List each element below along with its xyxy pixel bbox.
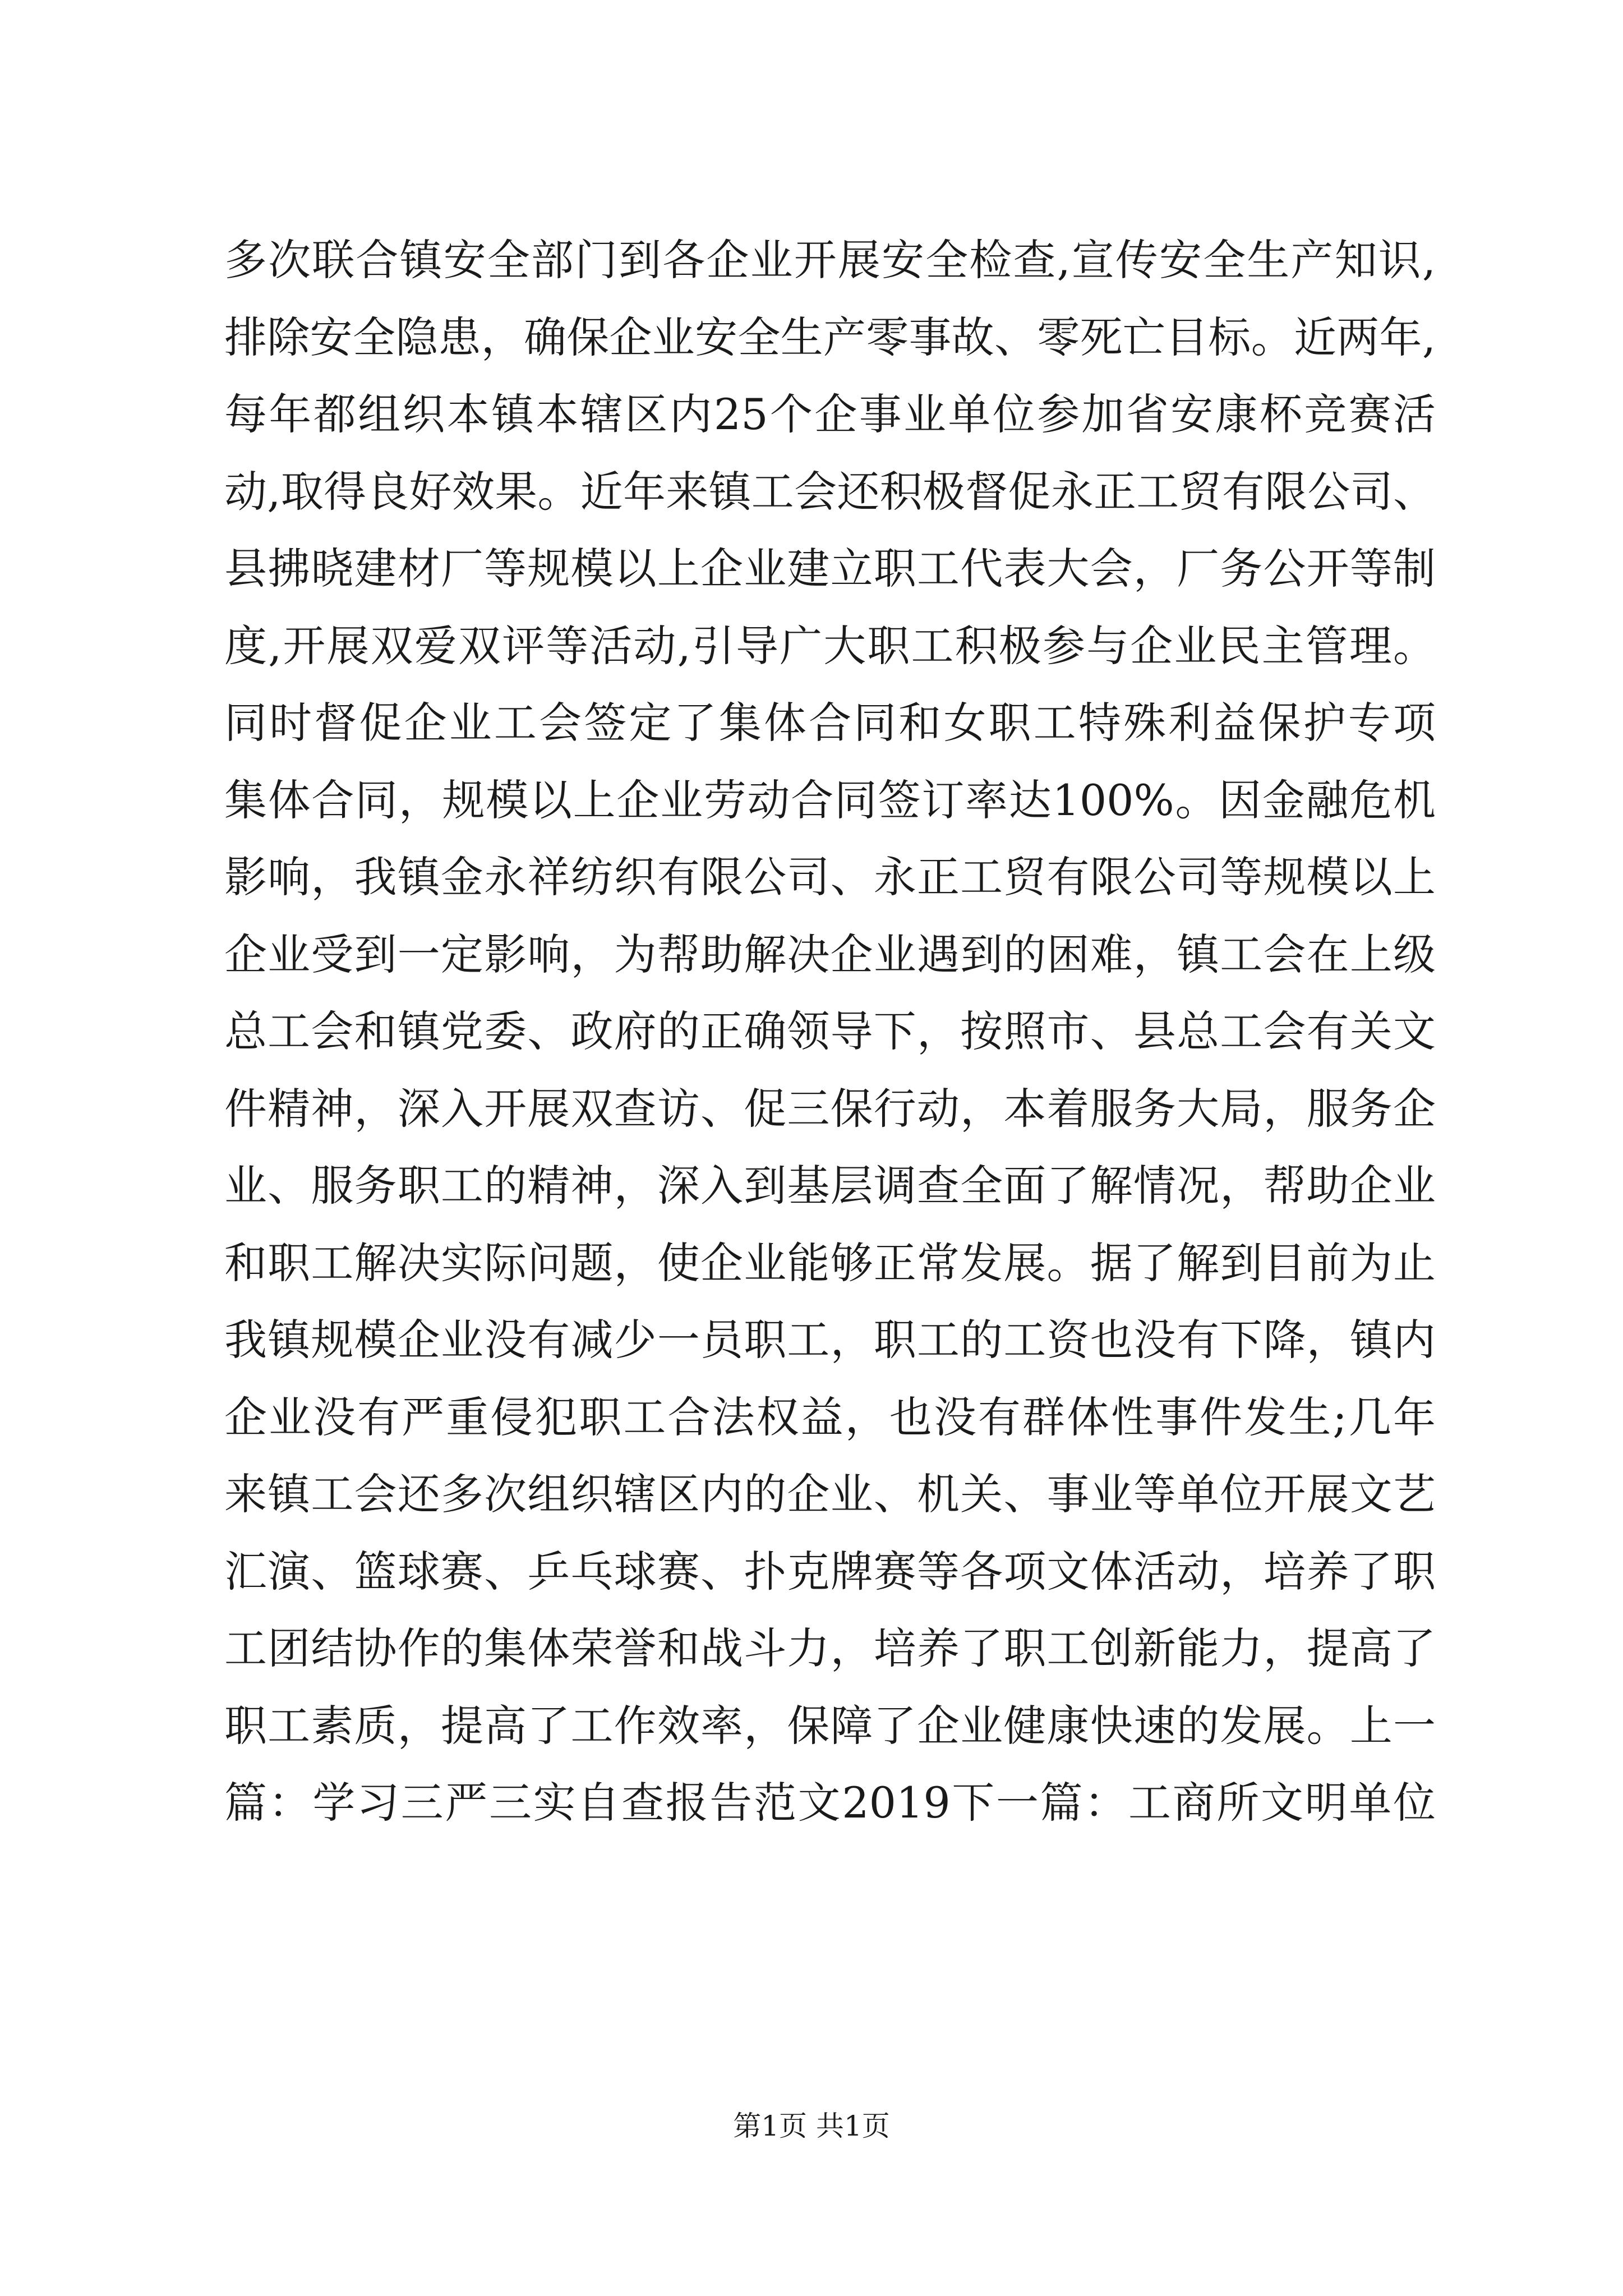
text-line-6: 度,开展双爱双评等活动,引导广大职工积极参与企业民主管理。 — [224, 620, 1436, 671]
text-line-15: 我镇规模企业没有减少一员职工，职工的工资也没有下降，镇内 — [224, 1315, 1436, 1365]
text-line-12: 件精神，深入开展双查访、促三保行动，本着服务大局，服务企 — [224, 1083, 1436, 1134]
text-line-10: 企业受到一定影响，为帮助解决企业遇到的困难，镇工会在上级 — [224, 929, 1436, 979]
text-line-16: 企业没有严重侵犯职工合法权益，也没有群体性事件发生;几年 — [224, 1392, 1436, 1442]
text-line-1: 多次联合镇安全部门到各企业开展安全检查,宣传安全生产知识, — [224, 235, 1436, 285]
text-line-18: 汇演、篮球赛、乒乓球赛、扑克牌赛等各项文体活动，培养了职 — [224, 1546, 1436, 1596]
body-text — [224, 222, 1436, 1842]
text-line-19: 工团结协作的集体荣誉和战斗力，培养了职工创新能力，提高了 — [224, 1623, 1436, 1673]
text-line-21: 篇：学习三严三实自查报告范文2019下一篇：工商所文明单位 — [224, 1778, 1436, 1828]
text-line-3: 每年都组织本镇本辖区内25个企事业单位参加省安康杯竞赛活 — [224, 389, 1436, 439]
page-footer: 第1页 共1页 — [733, 2110, 890, 2142]
text-line-7: 同时督促企业工会签定了集体合同和女职工特殊利益保护专项 — [224, 698, 1436, 748]
text-line-5: 县拂晓建材厂等规模以上企业建立职工代表大会，厂务公开等制 — [224, 544, 1436, 593]
text-line-13: 业、服务职工的精神，深入到基层调查全面了解情况，帮助企业 — [224, 1161, 1436, 1211]
text-line-9: 影响，我镇金永祥纺织有限公司、永正工贸有限公司等规模以上 — [224, 852, 1436, 902]
text-line-11: 总工会和镇党委、政府的正确领导下，按照市、县总工会有关文 — [224, 1006, 1436, 1056]
text-line-17: 来镇工会还多次组织辖区内的企业、机关、事业等单位开展文艺 — [224, 1469, 1436, 1519]
text-line-8: 集体合同，规模以上企业劳动合同签订率达100%。因金融危机 — [224, 775, 1436, 825]
text-line-14: 和职工解决实际问题，使企业能够正常发展。据了解到目前为止 — [224, 1237, 1436, 1288]
text-line-4: 动,取得良好效果。近年来镇工会还积极督促永正工贸有限公司、 — [224, 466, 1436, 517]
text-line-20: 职工素质，提高了工作效率，保障了企业健康快速的发展。上一 — [224, 1700, 1436, 1751]
text-line-2: 排除安全隐患，确保企业安全生产零事故、零死亡目标。近两年, — [224, 312, 1436, 362]
